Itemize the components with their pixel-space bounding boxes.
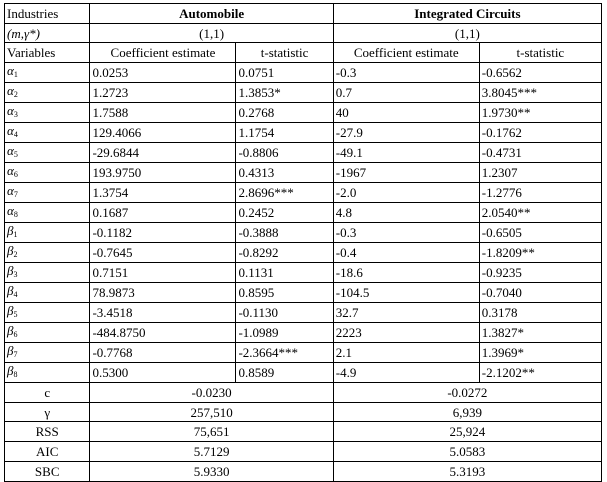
coef-integrated-circuits: 0.7 [333,83,479,103]
parameter-row [5,123,602,143]
coef-automobile: -3.4518 [90,303,236,323]
parameter-symbol [5,283,90,303]
parameter-greek-letter: α [7,183,14,199]
coef-automobile: -0.7645 [90,243,236,263]
coef-integrated-circuits: -1967 [333,163,479,183]
summary-value-integrated-circuits: 25,924 [333,422,601,442]
coef-integrated-circuits: -104.5 [333,283,479,303]
t-statistic-automobile: 1.1754 [236,123,333,143]
t-statistic-automobile: 1.3853* [236,83,333,103]
parameter-index: 8 [13,210,18,220]
parameter-symbol [5,263,90,283]
t-statistic-integrated-circuits: 3.8045*** [479,83,601,103]
summary-value-automobile: 257,510 [90,402,333,422]
coef-header-automobile: Coefficient estimate [90,43,236,63]
t-statistic-integrated-circuits: -1.2776 [479,183,601,203]
summary-value-automobile: 5.7129 [90,442,333,462]
parameter-index: 3 [13,270,18,280]
t-statistic-automobile: -1.0989 [236,323,333,343]
coef-integrated-circuits: -0.4 [333,243,479,263]
t-statistic-integrated-circuits: 1.3827* [479,323,601,343]
coef-integrated-circuits: 2.1 [333,343,479,363]
parameter-greek-letter: α [7,143,14,159]
coef-automobile: -29.6844 [90,143,236,163]
parameter-greek-letter: β [7,363,14,379]
parameter-greek-letter: β [7,223,14,239]
t-statistic-automobile: 0.1131 [236,263,333,283]
t-statistic-automobile: -0.8292 [236,243,333,263]
coef-automobile: 193.9750 [90,163,236,183]
summary-value-automobile: 5.9330 [90,461,333,481]
parameter-symbol [5,303,90,323]
summary-label: SBC [5,461,90,481]
parameter-symbol [5,123,90,143]
t-statistic-automobile: 0.4313 [236,163,333,183]
t-statistic-automobile: 0.2768 [236,103,333,123]
parameter-greek-letter: β [7,323,14,339]
header-row-spec [5,23,602,43]
parameter-row [5,223,602,243]
summary-label: AIC [5,442,90,462]
summary-row-sbc [5,461,602,481]
coef-integrated-circuits: 40 [333,103,479,123]
parameter-symbol [5,363,90,383]
coef-automobile: 78.9873 [90,283,236,303]
spec-label: (m,γ*) [5,23,90,43]
parameter-index: 6 [13,330,18,340]
coef-automobile: 0.7151 [90,263,236,283]
parameter-row [5,103,602,123]
parameter-index: 5 [13,150,18,160]
coef-integrated-circuits: -0.3 [333,63,479,83]
t-statistic-integrated-circuits: -0.7040 [479,283,601,303]
coef-automobile: 1.7588 [90,103,236,123]
summary-label: c [5,383,90,403]
parameter-index: 5 [13,310,18,320]
parameter-index: 7 [13,350,18,360]
parameter-greek-letter: α [7,123,14,139]
t-statistic-integrated-circuits: -0.9235 [479,263,601,283]
parameter-greek-letter: β [7,243,14,259]
parameter-greek-letter: β [7,303,14,319]
coef-automobile: -0.7768 [90,343,236,363]
parameter-index: 3 [13,110,18,120]
parameter-index: 4 [13,130,18,140]
parameter-symbol [5,343,90,363]
parameter-index: 7 [13,190,18,200]
parameter-greek-letter: α [7,163,14,179]
t-statistic-integrated-circuits: -0.6505 [479,223,601,243]
t-statistic-automobile: -0.3888 [236,223,333,243]
header-row-columns [5,43,602,63]
parameter-symbol [5,183,90,203]
parameter-symbol [5,143,90,163]
summary-value-integrated-circuits: 6,939 [333,402,601,422]
summary-rows [5,383,602,481]
t-header-automobile: t-statistic [236,43,333,63]
coef-integrated-circuits: 2223 [333,323,479,343]
parameter-row [5,303,602,323]
coef-automobile: 0.0253 [90,63,236,83]
summary-label: γ [5,402,90,422]
coef-automobile: 129.4066 [90,123,236,143]
parameter-row [5,163,602,183]
coef-integrated-circuits: -2.0 [333,183,479,203]
parameter-row [5,203,602,223]
coef-integrated-circuits: -0.3 [333,223,479,243]
parameter-row [5,243,602,263]
t-statistic-automobile: -0.1130 [236,303,333,323]
regression-results-table [4,3,602,482]
t-header-integrated-circuits: t-statistic [479,43,601,63]
t-statistic-integrated-circuits: -2.1202** [479,363,601,383]
parameter-index: 2 [13,90,18,100]
summary-value-integrated-circuits: 5.0583 [333,442,601,462]
parameter-symbol [5,323,90,343]
parameter-greek-letter: β [7,343,14,359]
variables-label: Variables [5,43,90,63]
parameter-row [5,323,602,343]
t-statistic-integrated-circuits: 1.3969* [479,343,601,363]
summary-label: RSS [5,422,90,442]
parameter-row [5,263,602,283]
automobile-header: Automobile [90,4,333,24]
parameter-index: 1 [13,230,18,240]
t-statistic-automobile: 2.8696*** [236,183,333,203]
parameter-row [5,63,602,83]
parameter-row [5,283,602,303]
header-row-industries [5,4,602,24]
coef-automobile: 0.5300 [90,363,236,383]
t-statistic-automobile: 0.2452 [236,203,333,223]
coef-integrated-circuits: -27.9 [333,123,479,143]
parameter-greek-letter: β [7,283,14,299]
parameter-greek-letter: α [7,83,14,99]
parameter-index: 2 [13,250,18,260]
industries-label: Industries [5,4,90,24]
t-statistic-integrated-circuits: -0.4731 [479,143,601,163]
summary-value-automobile: 75,651 [90,422,333,442]
t-statistic-integrated-circuits: 0.3178 [479,303,601,323]
parameter-row [5,143,602,163]
parameter-greek-letter: α [7,103,14,119]
coef-header-integrated-circuits: Coefficient estimate [333,43,479,63]
parameter-symbol [5,83,90,103]
t-statistic-integrated-circuits: -0.6562 [479,63,601,83]
t-statistic-integrated-circuits: -0.1762 [479,123,601,143]
t-statistic-automobile: 0.0751 [236,63,333,83]
coef-automobile: -484.8750 [90,323,236,343]
t-statistic-automobile: -2.3664*** [236,343,333,363]
parameter-symbol [5,103,90,123]
t-statistic-automobile: 0.8595 [236,283,333,303]
parameter-greek-letter: β [7,263,14,279]
coef-automobile: 1.2723 [90,83,236,103]
parameter-row [5,83,602,103]
parameter-index: 4 [13,290,18,300]
parameter-row [5,363,602,383]
spec-integrated-circuits: (1,1) [333,23,601,43]
coef-automobile: 0.1687 [90,203,236,223]
t-statistic-integrated-circuits: -1.8209** [479,243,601,263]
parameter-symbol [5,223,90,243]
parameter-symbol [5,203,90,223]
t-statistic-automobile: 0.8589 [236,363,333,383]
t-statistic-integrated-circuits: 1.9730** [479,103,601,123]
parameter-symbol [5,243,90,263]
coef-integrated-circuits: -49.1 [333,143,479,163]
parameter-rows [5,63,602,383]
parameter-greek-letter: α [7,203,14,219]
coef-integrated-circuits: 4.8 [333,203,479,223]
parameter-row [5,183,602,203]
summary-row-rss [5,422,602,442]
summary-value-integrated-circuits: -0.0272 [333,383,601,403]
t-statistic-integrated-circuits: 2.0540** [479,203,601,223]
coef-integrated-circuits: 32.7 [333,303,479,323]
coef-integrated-circuits: -18.6 [333,263,479,283]
summary-row-aic [5,442,602,462]
coef-integrated-circuits: -4.9 [333,363,479,383]
t-statistic-integrated-circuits: 1.2307 [479,163,601,183]
coef-automobile: 1.3754 [90,183,236,203]
summary-row-c [5,383,602,403]
integrated-circuits-header: Integrated Circuits [333,4,601,24]
summary-value-integrated-circuits: 5.3193 [333,461,601,481]
parameter-symbol [5,63,90,83]
t-statistic-automobile: -0.8806 [236,143,333,163]
spec-automobile: (1,1) [90,23,333,43]
parameter-greek-letter: α [7,63,14,79]
summary-row-gamma [5,402,602,422]
parameter-index: 6 [13,170,18,180]
summary-value-automobile: -0.0230 [90,383,333,403]
parameter-symbol [5,163,90,183]
parameter-index: 1 [13,70,18,80]
parameter-index: 8 [13,370,18,380]
coef-automobile: -0.1182 [90,223,236,243]
parameter-row [5,343,602,363]
